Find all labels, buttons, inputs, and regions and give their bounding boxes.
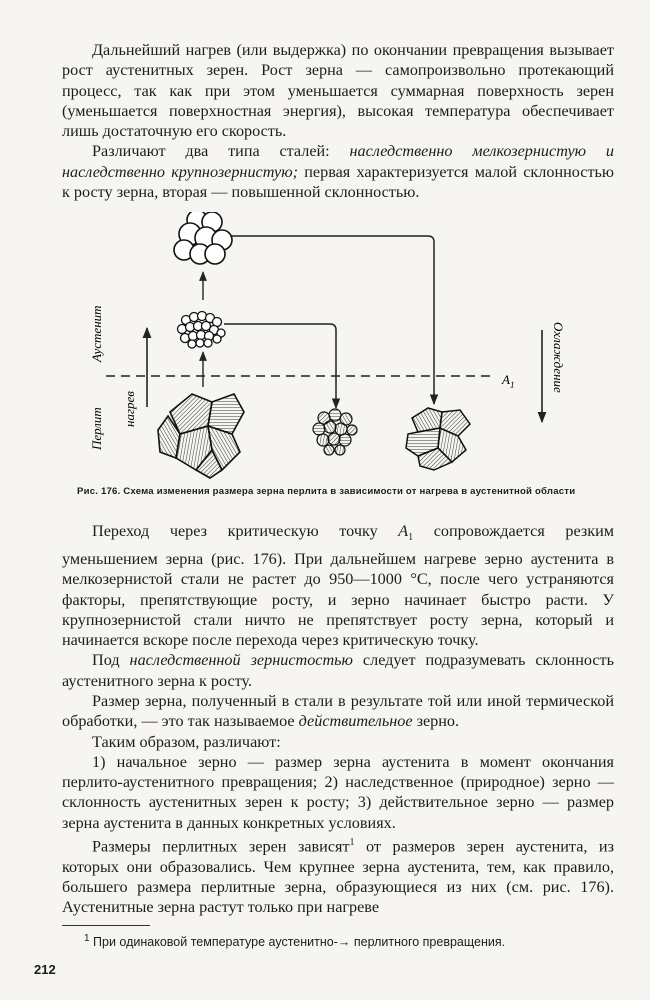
label-a1: $A_1$ — [502, 372, 515, 391]
figure-caption: Рис. 176. Схема изменения размера зерна перлита в зависимости от нагрева в аустенитной области — [77, 486, 576, 498]
italic-term: действительное — [298, 712, 413, 731]
arrow-fine-path — [224, 324, 336, 408]
small-austenite-grains — [178, 312, 226, 349]
footnote-divider — [62, 925, 150, 926]
initial-pearlite-grains — [158, 394, 244, 478]
paragraph-steel-types: Различают два типа сталей: наследственно мелкозернистую и наследственно крупнозернистую; первая характеризуется малой склонностью к росту зерна, вторая — повышенной склонностью. — [62, 142, 614, 202]
paragraph-pearlite-size: Размеры перлитных зерен зависят$^1$ от размеров зерен аустенита, из которых они образовались. Чем крупнее зерна аустенита, тем, как правило, большего размера перлитные зерна, образующиеся из них (см. рис. 176). Аустенитные зерна растут только при нагреве — [62, 837, 614, 917]
italic-term: наследственно мелкозернистую и наследственно крупнозернистую; — [62, 142, 614, 181]
paragraph-critical-point: Переход через критическую точку $A_1$ сопровождается резким уменьшением зерна (рис. 176). При дальнейшем нагреве зерно аустенита в мелкозернистой стали не растет до 950—1000 °С, после чего устраняются факторы, препятствующие росту, и зерно начинает быстро расти. У крупнозернистой стали ничто не препятствует росту зерна, который и начинается вскоре после перехода через критическую точку. — [62, 522, 615, 650]
page-body — [62, 40, 614, 918]
paragraph-thus: Таким образом, различают: — [92, 732, 281, 751]
page-number: 212 — [34, 962, 56, 977]
paragraph-inherited-grain: Под наследственной зернистостью следует подразумевать склонность аустенитного зерна к росту. — [62, 651, 615, 690]
label-pearlite: Перлит — [89, 407, 104, 451]
paragraph-actual-grain: Размер зерна, полученный в стали в результате той или иной термической обработки, — это так называемое действительное зерно. — [62, 691, 614, 731]
label-austenite: Аустенит — [89, 305, 104, 363]
label-cooling: Охлаждение — [551, 322, 566, 394]
coarse-pearlite-grains — [406, 408, 470, 470]
footnote: $^1$ При одинаковой температуре аустенитно-→ перлитного превращения. — [84, 933, 506, 950]
large-austenite-grains — [174, 212, 232, 264]
italic-term: наследственной зернистостью — [129, 651, 353, 670]
figure-176 — [62, 212, 614, 484]
paragraph-grain-growth: Дальнейший нагрев (или выдержка) по окончании превращения вызывает рост аустенитных зерен. Рост зерна — самопроизвольно протекающий процесс, так как при этом уменьшается суммарная поверхность зерен (уменьшается поверхностная энергия), высокая температура обеспечивает лишь достаточную его скорость. — [62, 41, 614, 141]
footnote-ref[interactable]: 1 — [349, 837, 355, 849]
label-heating: нагрев — [122, 391, 137, 428]
grain-diagram — [62, 212, 614, 484]
arrow-coarse-path — [230, 236, 434, 404]
paragraph-grain-list: 1) начальное зерно — размер зерна аустенита в момент окончания перлито-аустенитного превращения; 2) наследственное (природное) зерно — склонность аустенитных зерен к росту; 3) действительное зерно — размер зерна аустенита в данных конкретных условиях. — [62, 752, 614, 832]
fine-pearlite-grains — [313, 409, 357, 455]
